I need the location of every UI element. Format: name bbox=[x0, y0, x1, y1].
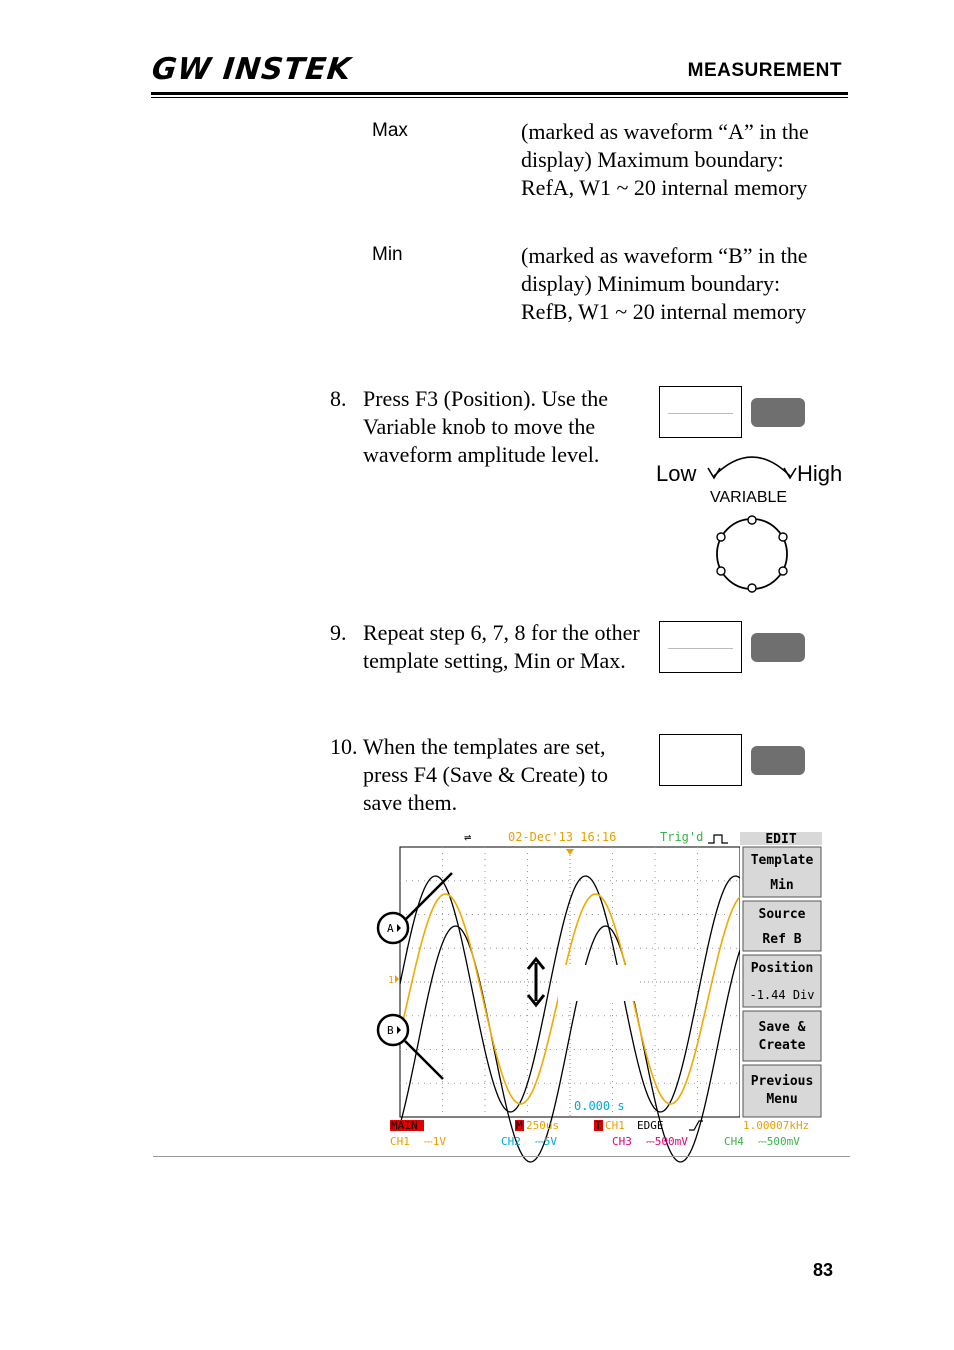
menu-save-label: Save & bbox=[758, 1020, 806, 1035]
menu-position-value: -1.44 Div bbox=[749, 988, 815, 1002]
menu-item-previous[interactable] bbox=[743, 1065, 821, 1117]
menu-item-source[interactable] bbox=[743, 901, 821, 951]
channel-status-row bbox=[390, 1135, 800, 1148]
section-title: MEASUREMENT bbox=[687, 60, 842, 81]
ch1-marker: 1 bbox=[388, 975, 395, 986]
step-9-number: 9. bbox=[330, 620, 347, 645]
channel-scale: ⎓1V bbox=[424, 1135, 447, 1148]
menu-item-template[interactable] bbox=[743, 847, 821, 897]
variable-knob-icon bbox=[700, 448, 800, 598]
menu-item-save-create[interactable] bbox=[743, 1011, 821, 1061]
usb-icon: ⇌ bbox=[464, 830, 472, 844]
status-trig-src: CH1 bbox=[605, 1119, 625, 1132]
function-key-icon bbox=[751, 633, 805, 662]
step-8-text: Press F3 (Position). Use the Variable knob to move the waveform amplitude level. bbox=[363, 386, 609, 467]
desc-max: (marked as waveform “A” in the display) Maximum boundary: RefA, W1 ~ 20 internal memory bbox=[521, 119, 809, 200]
knob-low-label: Low bbox=[656, 461, 697, 486]
step-10-text: When the templates are set, press F4 (Save & Create) to save them. bbox=[363, 734, 608, 815]
step-10-number: 10. bbox=[330, 734, 358, 759]
brand-logo: GW INSTEK bbox=[150, 52, 354, 87]
menu-title: EDIT bbox=[765, 832, 797, 847]
status-trig-type: EDGE bbox=[637, 1119, 664, 1132]
label-mask bbox=[558, 965, 638, 1001]
softkey-icon bbox=[659, 621, 742, 673]
step-9-text: Repeat step 6, 7, 8 for the other template setting, Min or Max. bbox=[363, 620, 640, 673]
knob-high-label: High bbox=[797, 461, 843, 486]
softkey-icon bbox=[659, 386, 742, 438]
softkey-icon bbox=[659, 734, 742, 786]
marker-a-label: A bbox=[387, 922, 394, 935]
oscilloscope-screen bbox=[388, 829, 824, 1153]
status-t-badge: T bbox=[595, 1119, 602, 1132]
menu-template-label: Template bbox=[750, 853, 814, 868]
menu-item-position[interactable] bbox=[743, 955, 821, 1007]
menu-template-value: Min bbox=[770, 878, 794, 893]
menu-previous-label: Previous bbox=[750, 1074, 814, 1089]
channel-name: CH2 bbox=[501, 1135, 521, 1148]
marker-b-label: B bbox=[387, 1024, 394, 1037]
menu-position-label: Position bbox=[750, 961, 814, 976]
trigger-pulse-icon bbox=[708, 835, 728, 843]
term-max: Max bbox=[372, 120, 408, 141]
status-main: MAIN bbox=[391, 1119, 418, 1132]
function-key-icon bbox=[751, 398, 805, 427]
menu-source-value: Ref B bbox=[762, 932, 802, 947]
menu-previous-value: Menu bbox=[766, 1092, 798, 1107]
scope-trig-status: Trig'd bbox=[660, 830, 704, 844]
step-8-number: 8. bbox=[330, 386, 347, 411]
page-number: 83 bbox=[812, 1260, 833, 1280]
header-rule bbox=[151, 92, 848, 95]
footer-rule bbox=[153, 1156, 850, 1157]
time-offset: 0.000 s bbox=[574, 1099, 625, 1113]
channel-scale: ⎓5V bbox=[535, 1135, 558, 1148]
function-key-icon bbox=[751, 746, 805, 775]
status-frequency: 1.00007kHz bbox=[743, 1119, 810, 1132]
status-m-badge: M bbox=[516, 1119, 523, 1132]
channel-scale: ⎓500mV bbox=[758, 1135, 800, 1148]
knob-variable-label: VARIABLE bbox=[710, 489, 788, 506]
desc-min: (marked as waveform “B” in the display) Minimum boundary: RefB, W1 ~ 20 internal memory bbox=[521, 243, 808, 324]
status-timebase: 250us bbox=[526, 1119, 560, 1132]
term-min: Min bbox=[372, 244, 403, 265]
menu-source-label: Source bbox=[758, 907, 806, 922]
channel-scale: ⎓500mV bbox=[646, 1135, 688, 1148]
channel-name: CH4 bbox=[724, 1135, 744, 1148]
channel-name: CH3 bbox=[612, 1135, 632, 1148]
menu-create-label: Create bbox=[758, 1038, 806, 1053]
channel-name: CH1 bbox=[390, 1135, 410, 1148]
scope-date: 02-Dec'13 16:16 bbox=[508, 830, 617, 844]
header-rule-thin bbox=[151, 97, 848, 98]
